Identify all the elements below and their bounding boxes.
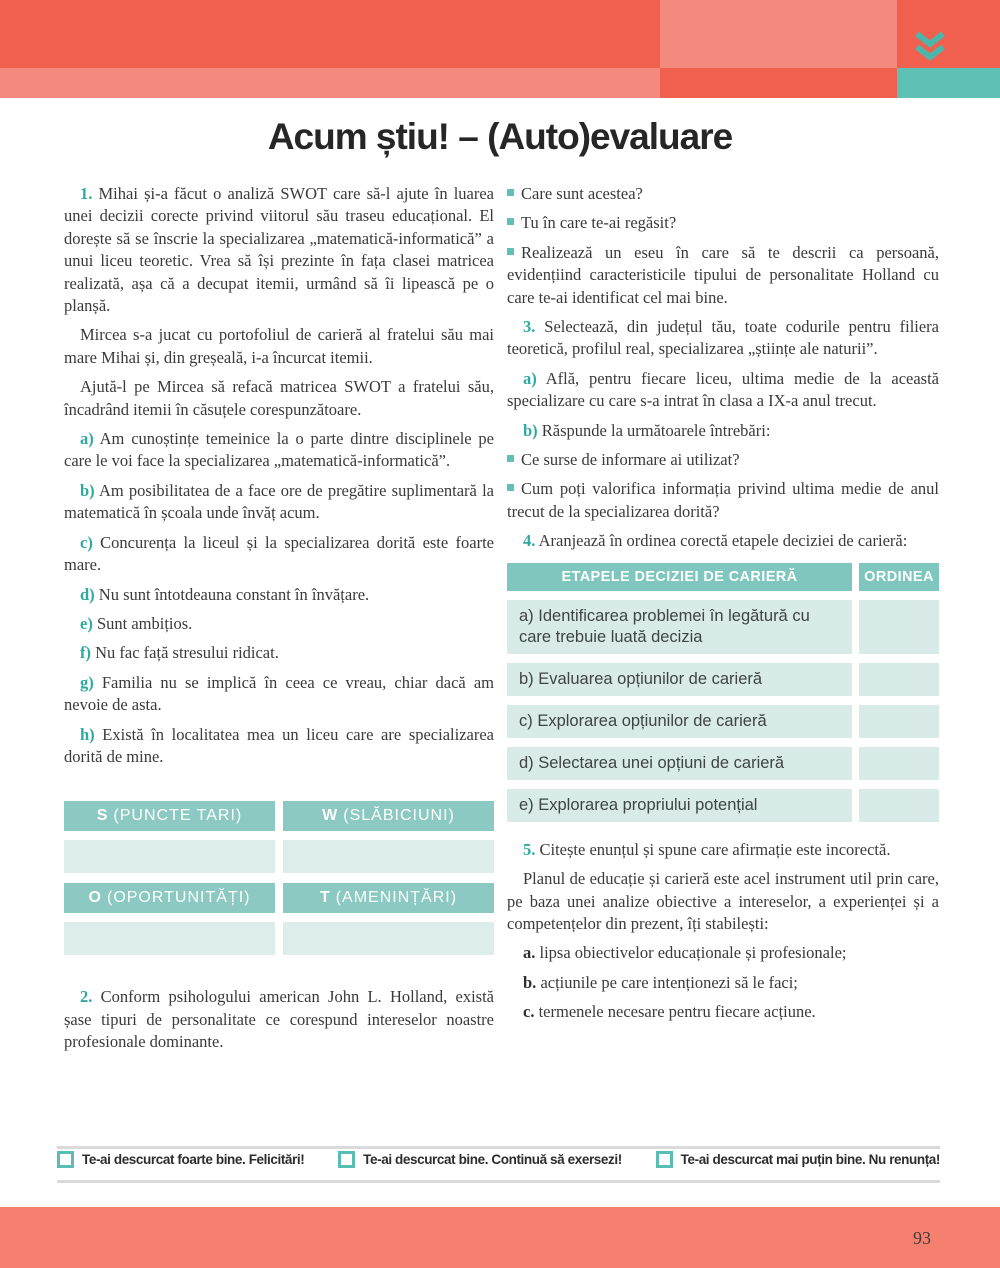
table-cell-ordinea-d[interactable] <box>859 747 939 780</box>
table-cell-ordinea-b[interactable] <box>859 663 939 696</box>
page-title: Acum știu! – (Auto)evaluare <box>267 116 733 157</box>
left-column <box>64 183 494 1061</box>
table-row-c: c) Explorarea opțiunilor de carieră <box>507 705 852 738</box>
swot-item-e: e) Sunt ambițios. <box>80 613 193 633</box>
header-strip-coral-dark <box>660 68 897 98</box>
square-bullet-icon <box>507 484 514 491</box>
question-1: 1. Mihai și-a făcut o analiză SWOT care să-l ajute în luarea unei decizii corecte privind viitorul său traseu educațional. El dorește să se înscrie la specializarea „matematică-informatică” a unui liceu teoretic. Vrea să își prezinte în fața clasei matricea realizată, așa că a decupat itemii, urmând să îi lipească pe o planșă. <box>64 184 495 316</box>
right-column <box>507 183 939 1031</box>
swot-cell-threats[interactable] <box>283 922 494 955</box>
bullet-item: Cum poți valorifica informația privind ultima medie de anul trecut de la specializarea dorită? <box>507 479 939 521</box>
question-5-option-a: a. lipsa obiectivelor educaționale și profesionale; <box>523 943 847 963</box>
bullet-item: Care sunt acestea? <box>507 183 939 205</box>
swot-item-h: h) Există în localitatea mea un liceu care are specializarea dorită de mine. <box>64 724 494 766</box>
question-4: 4. Aranjează în ordinea corectă etapele deciziei de carieră: <box>523 531 908 551</box>
question-2-number: 2. <box>80 987 93 1007</box>
question-3-sub-b: b) Răspunde la următoarele întrebări: <box>523 420 771 440</box>
page-header-banner <box>0 0 1000 98</box>
swot-item-f: f) Nu fac față stresului ridicat. <box>80 643 279 663</box>
question-5: 5. Citește enunțul și spune care afirmație este incorectă. <box>523 839 891 859</box>
assessment-option-1: Te-ai descurcat foarte bine. Felicitări! <box>57 1151 304 1168</box>
square-bullet-icon <box>507 455 514 462</box>
swot-header-threats: T (AMENINȚĂRI) <box>283 883 494 913</box>
swot-item-d: d) Nu sunt întotdeauna constant în învățare. <box>80 584 370 604</box>
divider-line <box>57 1146 940 1149</box>
table-row-a: a) Identificarea problemei în legătură cu care trebuie luată decizia <box>507 600 852 654</box>
square-bullet-icon <box>507 248 514 255</box>
swot-cell-weaknesses[interactable] <box>283 840 494 873</box>
assessment-option-2: Te-ai descurcat bine. Continuă să exersezi! <box>338 1151 622 1168</box>
question-1-number: 1. <box>80 184 93 203</box>
table-header-etapele: ETAPELE DECIZIEI DE CARIERĂ <box>507 563 852 591</box>
question-2: 2. Conform psihologului american John L. Holland, există șase tipuri de personalitate ce corespund intereselor noastre profesionale dominante. <box>64 987 494 1052</box>
table-cell-ordinea-c[interactable] <box>859 705 939 738</box>
bullet-item: Realizează un eseu în care să te descrii ca persoană, evidențiind caracteristicile tipului de personalitate Holland cu care te-ai identificat cel mai bine. <box>507 242 939 307</box>
table-cell-ordinea-e[interactable] <box>859 789 939 822</box>
question-4-number: 4. <box>523 531 536 551</box>
page-number: 93 <box>913 1228 931 1248</box>
swot-item-c: c) Concurența la liceul și la specializarea dorită este foarte mare. <box>64 532 495 575</box>
square-bullet-icon <box>507 189 514 196</box>
table-cell-ordinea-a[interactable] <box>859 600 939 654</box>
checkbox-icon[interactable] <box>57 1151 74 1168</box>
swot-cell-strengths[interactable] <box>64 840 275 873</box>
header-strip-coral-light <box>0 68 660 98</box>
swot-cell-opportunities[interactable] <box>64 922 275 955</box>
double-chevron-down-icon <box>914 31 946 61</box>
question-3-number: 3. <box>523 317 536 337</box>
swot-item-b: b) Am posibilitatea de a face ore de pregătire suplimentară la matematică în școala unde învăț acum. <box>64 480 494 523</box>
square-bullet-icon <box>507 218 514 225</box>
header-block-corner <box>897 0 1000 68</box>
question-1-para-2: Mircea s-a jucat cu portofoliul de carieră al fratelui său mai mare Mihai și, din greșeală, i-a încurcat itemii. <box>64 325 494 367</box>
header-block-coral-dark <box>0 0 660 68</box>
swot-header-opportunities: O (OPORTUNITĂȚI) <box>64 883 275 913</box>
question-5-option-b: b. acțiunile pe care intenționezi să le faci; <box>523 972 798 992</box>
table-row-e: e) Explorarea propriului potențial <box>507 789 852 822</box>
bullet-item: Tu în care te-ai regăsit? <box>507 212 939 234</box>
table-row-d: d) Selectarea unei opțiuni de carieră <box>507 747 852 780</box>
question-5-number: 5. <box>523 839 536 859</box>
page-footer-bar <box>0 1207 1000 1268</box>
question-3-sub-a: a) Află, pentru fiecare liceu, ultima medie de la această specializare cu care s-a intrat în clasa a IX-a anul trecut. <box>507 368 940 411</box>
question-3: 3. Selectează, din județul tău, toate codurile pentru filiera teoretică, profilul real, specializarea „științe ale naturii”. <box>507 317 939 359</box>
swot-item-g: g) Familia nu se implică în ceea ce vreau, chiar dacă am nevoie de asta. <box>64 672 494 715</box>
bullet-item: Ce surse de informare ai utilizat? <box>507 449 939 471</box>
header-block-coral-light <box>660 0 897 68</box>
question-5-option-c: c. termenele necesare pentru fiecare acțiune. <box>523 1002 816 1022</box>
checkbox-icon[interactable] <box>656 1151 673 1168</box>
header-strip-teal <box>897 68 1000 98</box>
table-header-ordinea: ORDINEA <box>859 563 939 591</box>
divider-line <box>57 1180 940 1183</box>
swot-matrix <box>64 801 494 965</box>
assessment-option-3: Te-ai descurcat mai puțin bine. Nu renunța! <box>656 1151 940 1168</box>
swot-header-strengths: S (PUNCTE TARI) <box>64 801 275 831</box>
career-steps-table <box>507 563 939 822</box>
table-row-b: b) Evaluarea opțiunilor de carieră <box>507 663 852 696</box>
swot-item-a: a) Am cunoștințe temeinice la o parte dintre disciplinele pe care le voi face la specializarea „matematică-informatică”. <box>64 429 494 471</box>
question-1-para-3: Ajută-l pe Mircea să refacă matricea SWOT a fratelui său, încadrând itemii în căsuțele corespunzătoare. <box>64 377 494 419</box>
checkbox-icon[interactable] <box>338 1151 355 1168</box>
self-assessment-strip <box>57 1151 940 1168</box>
swot-header-weaknesses: W (SLĂBICIUNI) <box>283 801 494 831</box>
question-5-para: Planul de educație și carieră este acel instrument util prin care, pe baza unei analize obiective a intereselor, a experienței și a competențelor din prezent, îți stabilești: <box>507 869 939 933</box>
